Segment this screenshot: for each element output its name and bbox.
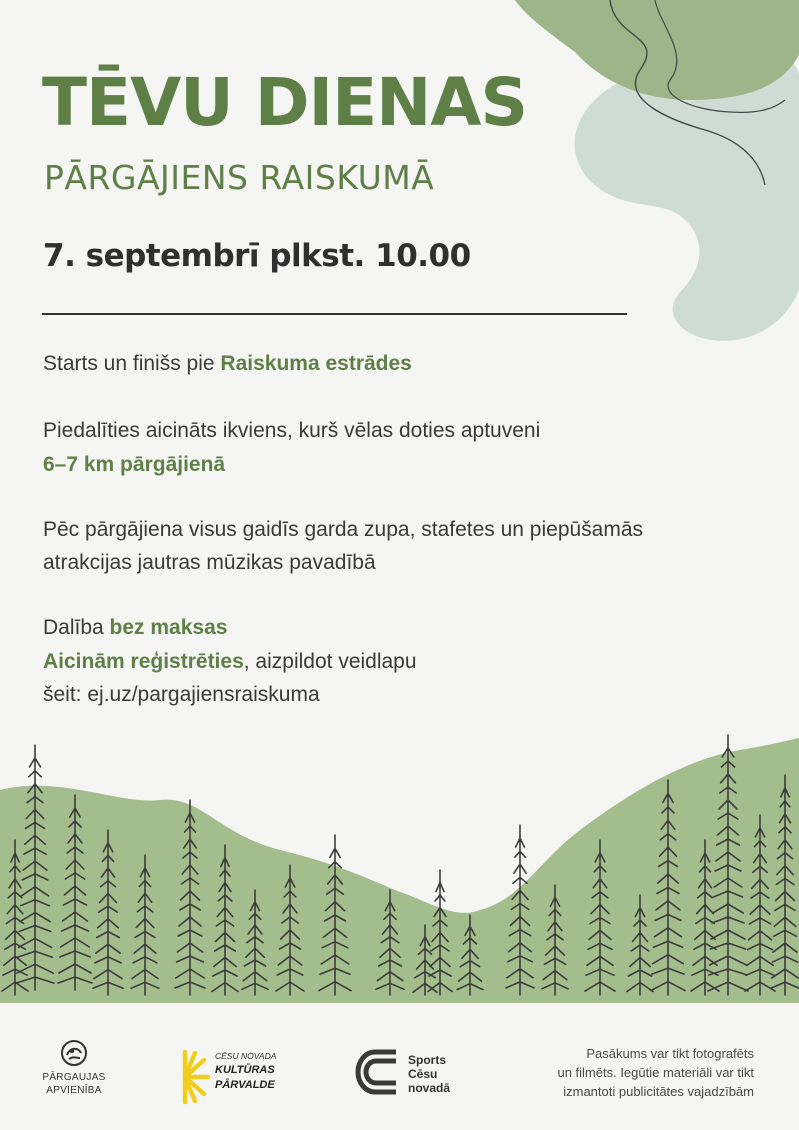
sports-line-1: Sports [408,1053,447,1067]
pargaujas-emblem-icon [60,1039,88,1067]
disclaimer-line-2: un filmēts. Iegūtie materiāli var tikt [557,1065,754,1080]
register-info [43,645,417,678]
kultura-small: CĒSU NOVADA [215,1051,277,1061]
sports-c-icon [355,1048,399,1096]
invite-line: Piedalīties aicināts ikviens, kurš vēlas doties aptuveni [43,419,541,442]
kultura-line-2: PĀRVALDE [215,1079,275,1091]
photo-disclaimer [494,1044,754,1101]
participation-info [43,611,227,644]
pargaujas-line-2: APVIENĪBA [46,1085,102,1096]
disclaimer-line-1: Pasākums var tikt fotografēts [586,1046,754,1061]
free-highlight: bez maksas [109,616,228,639]
registration-link[interactable]: šeit: ej.uz/pargajiensraiskuma [43,683,320,706]
kultura-line-1: KULTŪRAS [215,1064,275,1076]
green-blob [515,0,799,100]
after-line-1: Pēc pārgājiena visus gaidīs garda zupa, stafetes un piepūšamās [43,518,644,541]
event-datetime: 7. septembrī plkst. 10.00 [43,238,471,274]
poster-title: TĒVU DIENAS [42,64,528,141]
register-highlight: Aicinām reģistrēties [43,650,244,673]
distance-highlight: 6–7 km pārgājienā [43,453,226,476]
forest-illustration [0,720,799,1005]
register-suffix: , aizpildot veidlapu [243,650,417,673]
after-line-2: atrakcijas jautras mūzikas pavadībā [43,551,376,574]
divider-line [42,313,627,315]
start-location: Raiskuma estrādes [220,352,412,375]
disclaimer-line-3: izmantoti publicitātes vajadzībām [563,1084,754,1099]
kultura-sun-icon [180,1048,212,1106]
pargaujas-line-1: PĀRGAUJAS [42,1072,106,1083]
start-prefix: Starts un finišs pie [43,352,221,375]
sports-line-2: Cēsu [408,1067,438,1081]
sports-line-3: novadā [408,1081,451,1095]
pargaujas-logo [40,1039,108,1097]
poster-subtitle: PĀRGĀJIENS RAISKUMĀ [44,158,435,197]
start-info [43,347,412,380]
participation-prefix: Dalība [43,616,110,639]
